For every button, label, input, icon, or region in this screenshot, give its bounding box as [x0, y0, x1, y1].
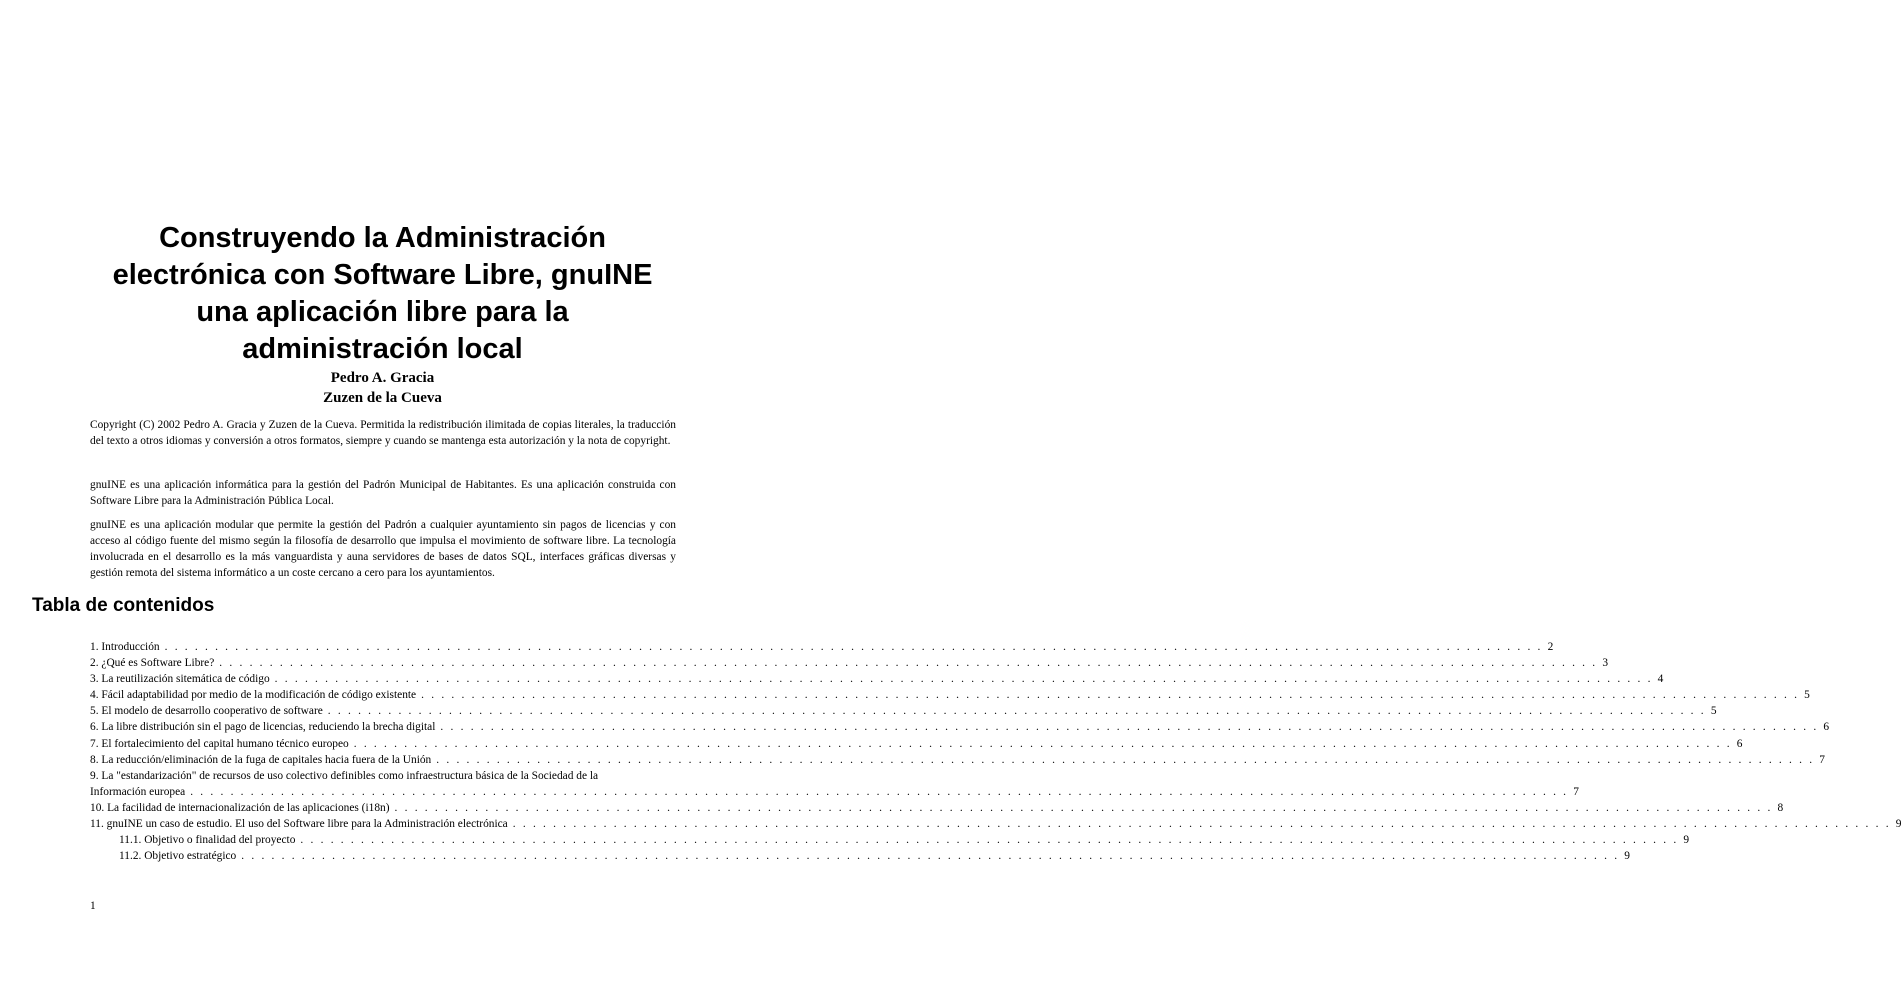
toc-page-number: 7: [1573, 785, 1579, 798]
toc-dot-leader: [513, 816, 1891, 832]
toc-dot-leader: [219, 655, 1597, 671]
document-title: [60, 220, 705, 368]
toc-link-objetivo-estrategico[interactable]: [90, 848, 1630, 864]
title-line: Construyendo la Administración: [159, 222, 606, 254]
toc-link-libre-distribucion[interactable]: [90, 719, 1830, 735]
toc-page-number: 5: [1804, 689, 1810, 702]
toc-dot-leader: [421, 687, 1799, 703]
toc-heading: Tabla de contenidos: [32, 595, 215, 616]
toc-link-que-es-software-libre[interactable]: [90, 655, 1609, 671]
toc-dot-leader: [328, 703, 1706, 719]
toc-page-number: 9: [1683, 834, 1690, 847]
toc-dot-leader: [165, 639, 1543, 655]
toc-entry-label: 11. gnuINE un caso de estudio. El uso del Software libre para la Administración electrónica: [90, 818, 508, 831]
copyright-paragraph: Copyright (C) 2002 Pedro A. Gracia y Zuzen de la Cueva. Permitida la redistribución ilimitada de copias literales, la traducción del texto a otros idiomas y conversión a otros formatos, siempre y cuando se mantenga esta autorización y la nota de copyright.: [90, 419, 676, 447]
toc-page-number: 6: [1736, 737, 1743, 750]
title-line: administración local: [242, 333, 523, 365]
toc-entry-label: 10. La facilidad de internacionalización de las aplicaciones (i18n): [90, 801, 390, 814]
page-number: 1: [90, 900, 96, 912]
toc-link-adaptabilidad[interactable]: [90, 687, 1810, 703]
toc-entry-label: 9. La "estandarización" de recursos de uso colectivo definibles como infraestructura básica de la Sociedad de la: [90, 769, 599, 782]
toc-link-modelo-cooperativo[interactable]: [90, 703, 1717, 719]
toc-page-number: 8: [1777, 801, 1784, 814]
toc-entry-label: 11.2. Objetivo estratégico: [119, 850, 237, 863]
toc-link-capital-humano[interactable]: [90, 736, 1743, 752]
title-line: electrónica con Software Libre, gnuINE: [112, 259, 653, 291]
toc-entry-label: 7. El fortalecimiento del capital humano técnico europeo: [90, 737, 349, 750]
toc-entry-label: 11.1. Objetivo o finalidad del proyecto: [119, 834, 296, 847]
toc-entry-label: 4. Fácil adaptabilidad por medio de la modificación de código existente: [90, 689, 417, 702]
toc-page-number: 3: [1602, 657, 1609, 670]
toc-entry-label: 8. La reducción/eliminación de la fuga de capitales hacia fuera de la Unión: [90, 753, 432, 766]
toc-link-internacionalizacion[interactable]: [90, 800, 1784, 816]
description-paragraph: gnuINE es una aplicación modular que permite la gestión del Padrón a cualquier ayuntamiento sin pagos de licencias y con acceso al código fuente del mismo según la filosofía de desarrollo que impulsa el movimiento de software libre. La tecnología involucrada en el desarrollo es la más vanguardista y auna servidores de bases de datos SQL, interfaces gráficas diversas y gestión remota del sistema informático a un coste cercano a cero para los ayuntamientos.: [90, 519, 676, 579]
toc-dot-leader: [440, 719, 1818, 735]
toc-page-number: 4: [1657, 673, 1664, 686]
toc-page-number: 2: [1547, 641, 1554, 653]
toc-page-number: 9: [1624, 850, 1630, 863]
toc-link-estandarizacion[interactable]: [90, 768, 1579, 800]
toc-link-caso-de-estudio[interactable]: [90, 816, 1901, 832]
author-name: Pedro A. Gracia: [330, 370, 435, 386]
toc-entry-label: 5. El modelo de desarrollo cooperativo de software: [90, 705, 323, 718]
toc-entry-label: 3. La reutilización sitemática de código: [90, 673, 270, 686]
toc-page-number: 9: [1895, 818, 1901, 831]
toc-link-fuga-capitales[interactable]: [90, 752, 1825, 768]
toc-entry-label: 2. ¿Qué es Software Libre?: [90, 657, 215, 670]
author-list: [60, 368, 705, 408]
toc-link-introduccion[interactable]: [90, 639, 1554, 655]
toc-entry-continuation: [90, 784, 1579, 800]
toc-page-number: 6: [1823, 721, 1830, 734]
toc-dot-leader: [395, 800, 1773, 816]
toc-dot-leader: [241, 848, 1619, 864]
toc-entry-label: 6. La libre distribución sin el pago de licencias, reduciendo la brecha digital: [90, 721, 436, 734]
toc-dot-leader: [354, 736, 1732, 752]
toc-page-number: 7: [1819, 753, 1825, 766]
toc-dot-leader: [275, 671, 1653, 687]
toc-page-number: 5: [1710, 705, 1717, 718]
intro-paragraph: gnuINE es una aplicación informática para la gestión del Padrón Municipal de Habitantes. Es una aplicación construida con Software Libre para la Administración Pública Local.: [90, 479, 676, 507]
toc-dot-leader: [300, 832, 1678, 848]
toc-entry-label: 1. Introducción: [90, 641, 160, 653]
table-of-contents: [90, 639, 1901, 864]
toc-link-objetivo-finalidad[interactable]: [90, 832, 1690, 848]
toc-link-reutilizacion[interactable]: [90, 671, 1664, 687]
toc-dot-leader: [436, 752, 1814, 768]
title-line: una aplicación libre para la: [196, 296, 569, 328]
toc-dot-leader: [190, 784, 1568, 800]
author-name: Zuzen de la Cueva: [323, 390, 442, 406]
toc-entry-label: Información europea: [90, 785, 186, 798]
